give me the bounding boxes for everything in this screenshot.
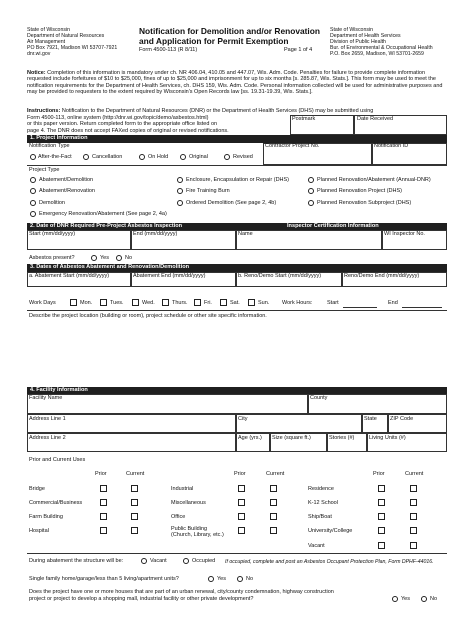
use-label: Farm Building xyxy=(29,514,63,520)
radio-abatement-demolition[interactable] xyxy=(30,177,36,183)
prior-header: Prior xyxy=(373,471,385,477)
option-label: Original xyxy=(189,153,208,160)
checkbox-prior-hospital[interactable] xyxy=(100,527,107,534)
county-field[interactable] xyxy=(308,394,447,414)
option-label: Yes xyxy=(217,576,226,582)
agency-right-line: Department of Health Services xyxy=(330,33,401,39)
option-label: On Hold xyxy=(148,153,169,160)
checkbox-current-commercial[interactable] xyxy=(131,499,138,506)
field-label: Living Units (#) xyxy=(369,435,406,441)
prior-header: Prior xyxy=(95,471,107,477)
start-time-field[interactable] xyxy=(343,307,377,308)
form-title xyxy=(139,27,320,46)
prior-current-label: Prior and Current Uses xyxy=(29,457,86,463)
option-label: Yes xyxy=(401,596,410,602)
field-label: Stories (#) xyxy=(329,435,355,441)
instructions-text: Notification to the Department of Natural Resources (DNR) or the Department of Health Services (DHS) may be submitted using xyxy=(61,108,374,114)
facility-name-field[interactable] xyxy=(27,394,308,414)
use-label: Vacant xyxy=(308,543,325,549)
use-label: University/College xyxy=(308,528,353,534)
radio-does-project-no[interactable] xyxy=(421,596,427,602)
checkbox-current-residence[interactable] xyxy=(410,485,417,492)
date-received-label: Date Received xyxy=(357,116,394,122)
end-time-label: End xyxy=(388,300,398,306)
radio-ordered-demolition[interactable] xyxy=(177,200,183,206)
day-label: Mon. xyxy=(80,300,93,306)
option-label: No xyxy=(246,576,254,582)
checkbox-sat[interactable] xyxy=(220,299,227,306)
field-label: ZIP Code xyxy=(390,416,414,422)
use-label: Office xyxy=(171,514,186,520)
start-time-label: Start xyxy=(327,300,339,306)
agency-right-line: Bur. of Environmental & Occupational Health xyxy=(330,45,433,51)
asbestos-present-label: Asbestos present? xyxy=(29,255,75,261)
option-label: Fire Training Burn xyxy=(186,188,230,194)
work-days-label: Work Days xyxy=(29,300,56,306)
radio-single-family-no[interactable] xyxy=(237,576,243,582)
does-project-line2: project or project to develop a shopping mall, industrial facility or other private development? xyxy=(29,596,254,602)
notice-text: Completion of this information is mandatory under ch. NR 406.04, 410.05 and 447.07, Wis. Adm. Code. Penalties for failure to provide complete information requested include forfeitures of $10 to $25,000, fines of up to $25,000 and imprisonment for up to six months [s. 285.87, Wis. Stats.]. This form may be used to meet the notification requirements for the Department of Health Services, ch. DHS 159, Wis. Adm. Code. Personal information collected will be used for administrative purposes and may be provided to requesters to the extent required by Wisconsin's Open Records law [ss. 19.31-19.39, Wis. Stats.]. xyxy=(27,70,443,96)
use-label: Bridge xyxy=(29,486,45,492)
checkbox-prior-university[interactable] xyxy=(378,527,385,534)
day-label: Sat. xyxy=(230,300,240,306)
contractor-project-no-label: Contractor Project No. xyxy=(265,143,320,149)
agency-left-line: Air Management xyxy=(27,39,66,45)
option-label: Abatement/Renovation xyxy=(39,188,95,194)
form-number: Form 4500-113 (R 8/11) xyxy=(139,47,198,53)
notice-label: Notice: xyxy=(27,70,46,76)
agency-left-line: State of Wisconsin xyxy=(27,27,70,33)
checkbox-sun[interactable] xyxy=(248,299,255,306)
form-title-line2: and Application for Permit Exemption xyxy=(139,35,289,46)
agency-right-block xyxy=(330,27,433,57)
day-label: Tues. xyxy=(110,300,124,306)
radio-cancellation[interactable] xyxy=(83,154,89,160)
checkbox-current-university[interactable] xyxy=(410,527,417,534)
checkbox-mon[interactable] xyxy=(70,299,77,306)
radio-occupied[interactable] xyxy=(183,558,189,564)
use-label: Public Building xyxy=(171,526,208,532)
radio-planned-reno-subproject[interactable] xyxy=(308,200,314,206)
checkbox-current-office[interactable] xyxy=(270,513,277,520)
section2-title-right: Inspector Certification Information xyxy=(287,222,379,229)
checkbox-prior-industrial[interactable] xyxy=(238,485,245,492)
agency-left-line: dnr.wi.gov xyxy=(27,51,51,57)
use-label: Commercial/Business xyxy=(29,500,83,506)
field-label: Start (mm/dd/yyyy) xyxy=(29,231,76,237)
work-hours-label: Work Hours: xyxy=(282,300,313,306)
field-label: Address Line 1 xyxy=(29,416,66,422)
option-label: Enclosure, Encapsulation or Repair (DHS) xyxy=(186,177,290,183)
checkbox-current-bridge[interactable] xyxy=(131,485,138,492)
checkbox-current-industrial[interactable] xyxy=(270,485,277,492)
field-label: Facility Name xyxy=(29,395,63,401)
checkbox-prior-vacant[interactable] xyxy=(378,542,385,549)
agency-left-block xyxy=(27,27,117,57)
checkbox-current-vacant[interactable] xyxy=(410,542,417,549)
checkbox-prior-misc[interactable] xyxy=(238,499,245,506)
radio-asbestos-yes[interactable] xyxy=(91,255,97,261)
project-type-label: Project Type xyxy=(29,167,60,173)
day-label: Thurs. xyxy=(172,300,188,306)
option-label: No xyxy=(430,596,438,602)
prior-header: Prior xyxy=(234,471,246,477)
inspector-name-field[interactable] xyxy=(236,230,382,250)
city-field[interactable] xyxy=(236,414,362,433)
radio-planned-reno-annual[interactable] xyxy=(308,177,314,183)
option-label: No xyxy=(125,255,133,261)
checkbox-current-ship[interactable] xyxy=(410,513,417,520)
field-label: End (mm/dd/yyyy) xyxy=(133,231,178,237)
option-label: Planned Renovation/Abatement (Annual-DNR) xyxy=(317,177,431,183)
day-label: Fri. xyxy=(204,300,212,306)
radio-on-hold[interactable] xyxy=(139,154,145,160)
checkbox-prior-commercial[interactable] xyxy=(100,499,107,506)
use-sublabel: (Church, Library, etc.) xyxy=(171,532,224,538)
field-label: Size (square ft.) xyxy=(272,435,311,441)
field-label: Reno/Demo End (mm/dd/yyyy) xyxy=(344,273,420,279)
option-label: Yes xyxy=(100,255,109,261)
use-label: Ship/Boat xyxy=(308,514,332,520)
field-label: Address Line 2 xyxy=(29,435,66,441)
option-label: Ordered Demolition (See page 2, 4b) xyxy=(186,199,277,206)
divider xyxy=(27,310,447,311)
field-label: WI Inspector No. xyxy=(384,231,425,237)
during-abatement-label: During abatement the structure will be: xyxy=(29,558,124,564)
radio-asbestos-no[interactable] xyxy=(116,255,122,261)
radio-demolition[interactable] xyxy=(30,200,36,206)
option-label: Vacant xyxy=(150,558,167,564)
section4-header: 4. Facility Information xyxy=(27,387,447,395)
checkbox-prior-bridge[interactable] xyxy=(100,485,107,492)
radio-fire-training-burn[interactable] xyxy=(177,188,183,194)
section2-title: 2. Date of DNR Required Pre-Project Asbestos Inspection xyxy=(30,222,183,229)
describe-label: Describe the project location (building or room), project schedule or other site specific information. xyxy=(29,313,267,319)
option-label: Revised xyxy=(233,153,253,160)
checkbox-tues[interactable] xyxy=(100,299,107,306)
checkbox-current-misc[interactable] xyxy=(270,499,277,506)
agency-right-line: P.O. Box 2659, Madison, WI 53701-2659 xyxy=(330,51,424,57)
option-label: Cancellation xyxy=(92,153,123,160)
radio-revised[interactable] xyxy=(224,154,230,160)
form-title-line1: Notification for Demolition and/or Renovation xyxy=(139,26,320,36)
occupied-note: If occupied, complete and post an Asbestos Occupant Protection Plan, Form DPHF-44016. xyxy=(225,558,434,565)
checkbox-prior-ship[interactable] xyxy=(378,513,385,520)
field-label: State xyxy=(364,416,377,422)
agency-left-line: PO Box 7921, Madison WI 53707-7921 xyxy=(27,45,118,51)
checkbox-thurs[interactable] xyxy=(162,299,169,306)
radio-original[interactable] xyxy=(180,154,186,160)
radio-does-project-yes[interactable] xyxy=(392,596,398,602)
radio-emergency-renovation[interactable] xyxy=(30,211,36,217)
option-label: Emergency Renovation/Abatement (See page 2, 4a) xyxy=(39,211,167,217)
radio-planned-reno-project[interactable] xyxy=(308,188,314,194)
use-label: Industrial xyxy=(171,486,194,492)
page-number: Page 1 of 4 xyxy=(284,47,313,53)
instructions-line4: page 4. The DNR does not accept FAXed copies of original or revised notifications. xyxy=(27,127,229,134)
agency-right-line: Division of Public Health xyxy=(330,39,386,45)
use-label: Residence xyxy=(308,486,334,492)
instructions-label: Instructions: xyxy=(27,108,61,114)
field-label: a. Abatement Start (mm/dd/yyyy) xyxy=(29,273,110,279)
end-time-field[interactable] xyxy=(402,307,442,308)
divider xyxy=(27,553,447,554)
day-label: Sun. xyxy=(258,300,270,306)
field-label: Name xyxy=(238,231,253,237)
agency-left-line: Department of Natural Resources xyxy=(27,33,105,39)
field-label: County xyxy=(310,395,328,401)
notification-type-label: Notification Type xyxy=(29,143,70,149)
section1-header: 1. Project Information xyxy=(27,135,447,143)
divider xyxy=(27,165,447,166)
checkbox-current-hospital[interactable] xyxy=(131,527,138,534)
checkbox-current-k12[interactable] xyxy=(410,499,417,506)
checkbox-prior-farm[interactable] xyxy=(100,513,107,520)
checkbox-current-farm[interactable] xyxy=(131,513,138,520)
postmark-label: Postmark xyxy=(292,116,316,122)
option-label: Planned Renovation Project (DHS) xyxy=(317,188,402,194)
current-header: Current xyxy=(405,471,424,477)
instructions-line3: or this paper version. Return completed form to the appropriate office listed on xyxy=(27,121,218,127)
option-label: Planned Renovation Subproject (DHS) xyxy=(317,199,412,206)
day-label: Wed. xyxy=(142,300,155,306)
agency-right-line: State of Wisconsin xyxy=(330,27,373,33)
use-label: Hospital xyxy=(29,528,49,534)
field-label: b. Reno/Demo Start (mm/dd/yyyy) xyxy=(238,273,322,279)
notice-paragraph xyxy=(27,70,447,96)
radio-abatement-renovation[interactable] xyxy=(30,188,36,194)
option-label: Occupied xyxy=(192,558,216,564)
instructions-line2[interactable]: Form 4500-113, online system (http://dnr.wi.gov/topic/demo/asbestos.html) xyxy=(27,114,209,121)
does-project-line1: Does the project have one or more houses that are part of an urban renewal, city/county condemnation, highway construction xyxy=(29,589,334,595)
checkbox-prior-k12[interactable] xyxy=(378,499,385,506)
checkbox-prior-residence[interactable] xyxy=(378,485,385,492)
radio-single-family-yes[interactable] xyxy=(208,576,214,582)
current-header: Current xyxy=(266,471,285,477)
radio-vacant[interactable] xyxy=(141,558,147,564)
use-label: Miscellaneous xyxy=(171,500,206,506)
instructions-line1 xyxy=(27,108,373,114)
section3-header: 3. Dates of Asbestos Abatement and Renovation/Demolition xyxy=(27,264,447,272)
notification-id-label: Notification ID xyxy=(374,143,409,149)
option-label: Abatement/Demolition xyxy=(39,177,94,183)
option-label: After-the-Fact xyxy=(38,153,72,160)
checkbox-wed[interactable] xyxy=(132,299,139,306)
checkbox-prior-office[interactable] xyxy=(238,513,245,520)
single-family-label: Single family home/garage/less than 5 living/apartment units? xyxy=(29,576,179,582)
checkbox-current-public[interactable] xyxy=(270,527,277,534)
checkbox-prior-public[interactable] xyxy=(238,527,245,534)
checkbox-fri[interactable] xyxy=(194,299,201,306)
field-label: City xyxy=(238,416,248,422)
option-label: Demolition xyxy=(39,199,65,206)
project-description-field[interactable] xyxy=(27,320,447,386)
field-label: Age (yrs.) xyxy=(238,435,262,441)
field-label: Abatement End (mm/dd/yyyy) xyxy=(133,273,206,279)
section2-header xyxy=(27,223,447,231)
current-header: Current xyxy=(126,471,145,477)
use-label: K-12 School xyxy=(308,500,338,506)
radio-enclosure[interactable] xyxy=(177,177,183,183)
radio-after-the-fact[interactable] xyxy=(30,154,36,160)
